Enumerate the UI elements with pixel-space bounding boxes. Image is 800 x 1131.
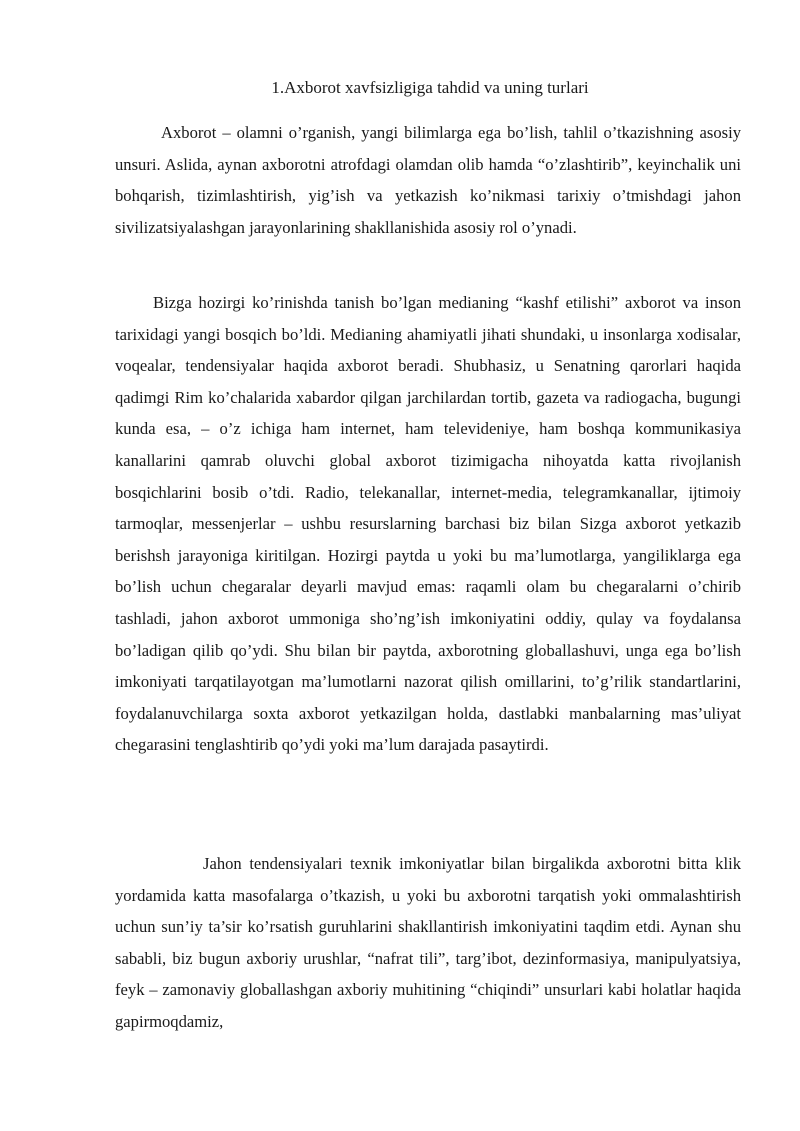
paragraph-2: Bizga hozirgi ko’rinishda tanish bo’lgan medianing “kashf etilishi” axborot va inson tarixidagi yangi bosqich bo’ldi. Medianing ahamiyatli jihati shundaki, u insonlarga xodisalar, voqealar, tendensiyalar haqida axborot beradi. Shubhasiz, u Senatning qarorlari haqida qadimgi Rim ko’chalarida xabardor qilgan jarchilardan tortib, gazeta va radiogacha, bugungi kunda esa, – o’z ichiga ham internet, ham televideniye, ham boshqa kommunikasiya kanallarini qamrab oluvchi global axborot tizimigacha nihoyatda katta rivojlanish bosqichlarini bosib o’tdi. Radio, telekanallar, internet-media, telegramkanallar, ijtimoiy tarmoqlar, messenjerlar – ushbu resurslarning barchasi biz bilan Sizga axborot yetkazib berishsh jarayoniga kiritilgan. Hozirgi paytda u yoki bu ma’lumotlarga, yangiliklarga ega bo’lish uchun chegaralar deyarli mavjud emas: raqamli olam bu chegaralarni o’chirib tashladi, jahon axborot ummoniga sho’ng’ish imkoniyatini oddiy, qulay va foydalansa bo’ladigan qilib qo’ydi. Shu bilan bir paytda, axborotning globallashuvi, unga ega bo’lish imkoniyati tarqatilayotgan ma’lumotlarni nazorat qilish omillarini, to’g’rilik standartlarini, foydalanuvchilarga soxta axborot yetkazilgan holda, dastlabki manbalarning mas’uliyat chegarasini tenglashtirib qo’ydi yoki ma’lum darajada pasaytirdi. bbox=[115, 293, 741, 755]
paragraph-3: Jahon tendensiyalari texnik imkoniyatlar bilan birgalikda axborotni bitta klik yordamida katta masofalarga o’tkazish, u yoki bu axborotni tarqatish yoki ommalashtirish uchun sun’iy ta’sir ko’rsatish guruhlarini shakllantirish imkoniyatini taqdim etdi. Aynan shu sababli, biz bugun axboriy urushlar, “nafrat tili”, targ’ibot, dezinformasiya, manipulyatsiya, feyk – zamonaviy globallashgan axboriy muhitining “chiqindi” unsurlari kabi holatlar haqida gapirmoqdamiz, bbox=[115, 854, 741, 1031]
page-title: 1.Axborot xavfsizligiga tahdid va uning turlari bbox=[271, 78, 589, 97]
paragraph-1: Axborot – olamni o’rganish, yangi bilimlarga ega bo’lish, tahlil o’tkazishning asosiy unsuri. Aslida, aynan axborotni atrofdagi olamdan olib hamda “o’zlashtirib”, keyinchalik uni bohqarish, tizimlashtirish, yig’ish va yetkazish ko’nikmasi tarixiy o’tmishdagi jahon sivilizatsiyalashgan jarayonlarining shakllanishida asosiy rol o’ynadi. bbox=[115, 123, 741, 237]
